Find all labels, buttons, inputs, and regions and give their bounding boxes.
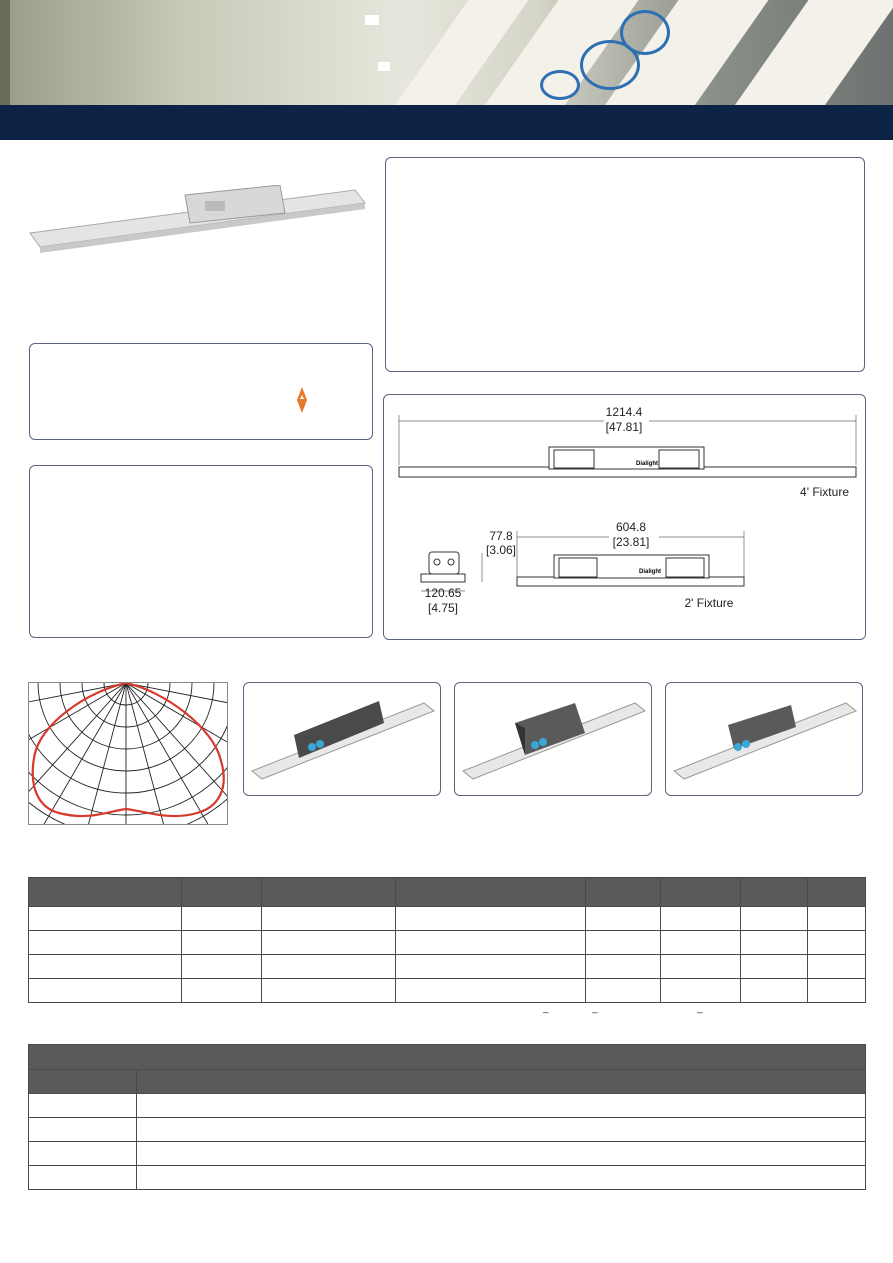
ordering-table bbox=[28, 1044, 866, 1190]
product-photo bbox=[25, 185, 370, 265]
dimension-4ft-mm: 1214.4 bbox=[605, 405, 643, 419]
table-row bbox=[29, 1118, 866, 1142]
table-header-row bbox=[29, 878, 866, 907]
label-4ft-fixture: 4' Fixture bbox=[800, 485, 849, 499]
table-row bbox=[29, 1166, 866, 1190]
description-box bbox=[385, 157, 865, 372]
table-row bbox=[29, 955, 866, 979]
certification-box bbox=[29, 343, 373, 440]
dimension-height-in: [3.06] bbox=[485, 543, 517, 557]
dimension-width-mm: 120.65 bbox=[424, 586, 462, 600]
table-row bbox=[29, 979, 866, 1003]
dimension-height-mm: 77.8 bbox=[489, 529, 513, 543]
label-2ft-fixture: 2' Fixture bbox=[684, 596, 734, 610]
diamond-arrow-icon bbox=[297, 387, 307, 413]
mounting-option-2 bbox=[454, 682, 652, 796]
mounting-option-3 bbox=[665, 682, 863, 796]
table-row bbox=[29, 1142, 866, 1166]
footnote-mark: _ bbox=[543, 1003, 549, 1014]
mounting-option-1 bbox=[243, 682, 441, 796]
header-photo bbox=[0, 0, 893, 105]
dimensions-box bbox=[383, 394, 866, 640]
spec-table bbox=[28, 877, 866, 1003]
dimension-4ft-in: [47.81] bbox=[605, 420, 643, 434]
footnote-mark: _ bbox=[592, 1003, 598, 1014]
dimension-2ft-mm: 604.8 bbox=[615, 520, 647, 534]
svg-text:Dialight: Dialight bbox=[636, 461, 658, 467]
features-box bbox=[29, 465, 373, 638]
table-row bbox=[29, 931, 866, 955]
table-row bbox=[29, 907, 866, 931]
table-header-row bbox=[29, 1070, 866, 1094]
dimension-2ft-in: [23.81] bbox=[612, 535, 650, 549]
footnote-mark: _ bbox=[697, 1003, 703, 1014]
title-banner bbox=[0, 105, 893, 140]
svg-text:Dialight: Dialight bbox=[639, 569, 661, 575]
table-row bbox=[29, 1094, 866, 1118]
dimension-width-in: [4.75] bbox=[427, 601, 459, 615]
table-title-row bbox=[29, 1045, 866, 1070]
photometric-chart bbox=[28, 682, 228, 825]
